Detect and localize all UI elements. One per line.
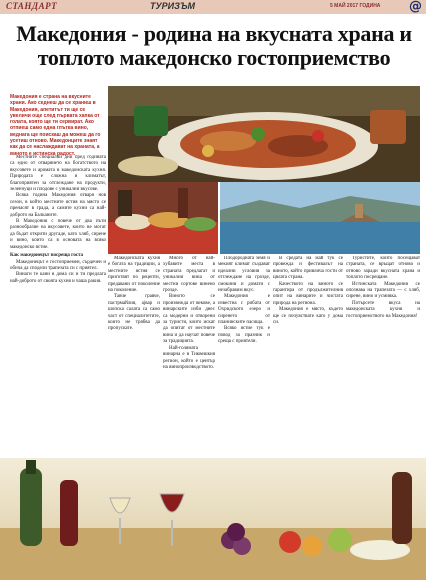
- col1-paragraph-2: Всяка година Македония отваря нов сезон, в който местните ястия на място се пренасят в града, а самите кухни са най-доброто на Балканите.: [10, 193, 106, 218]
- col1-paragraph-4: Македонецът е гостоприемен, сърдечен и обича да сподели трапезата си с приятел.: [10, 259, 106, 271]
- col5-paragraph-3: Македония е място, където ще се почувствате като у дома си.: [273, 307, 343, 326]
- column-1: [10, 155, 106, 475]
- column-6: [346, 256, 420, 456]
- article-title: Македония - родина на вкусната храна и топлото македонско гостоприемство: [16, 21, 412, 70]
- col6-paragraph-1: Туристите, които посещават страната, се връщат отново и отново заради вкусната храна и топлото посрещане.: [346, 256, 420, 281]
- col6-paragraph-3: Потърсете вкуса на македонската кухня и гостоприемството на Македония!: [346, 300, 420, 319]
- col1-paragraph-5: Винаги те кани в дома си и ти предлага най-доброто от своята кухня и чаша ракия.: [10, 272, 106, 284]
- at-logo-icon: @: [409, 0, 422, 14]
- newspaper-brand: СТАНДАРТ: [6, 1, 58, 11]
- column-2: [108, 256, 160, 456]
- header-bar: [0, 0, 426, 14]
- issue-date: 5 МАЙ 2017 ГОДИНА: [330, 3, 381, 9]
- col1-paragraph-1: Местните специални дни пред годината са едно от отварянето на богатството на вкусовете и аромата в македонската кухня. Природата е сложна и климатът, благоприятен за отглеждане на продукти, зеленчуци и плодове с уникални вкусове.: [10, 155, 106, 193]
- col6-paragraph-2: Истинската Македония се опознава на трапезата — с хляб, сирене, вино и усмивка.: [346, 281, 420, 300]
- food-plate-photo: [108, 86, 420, 182]
- column-4: [218, 256, 270, 456]
- col1-paragraph-3: В Македония с повече от два пъти разнообразие на вкусовете, които не могат да бъдат открити другаде, като хляб, сирене и вино, които са в основата на всяко македонско ястие.: [10, 219, 106, 250]
- col4-paragraph-3: Всяко ястие тук е повод за празник и среща с приятели.: [218, 326, 270, 345]
- col2-paragraph-1: Македонската кухня е богата на традиции, а местните ястия се приготвят по рецепти, предавани от поколение на поколение.: [108, 256, 160, 294]
- col5-paragraph-2: Качеството на виното се гарантира от продължителния опит на винарите и чистата природа на региона.: [273, 281, 343, 306]
- column-5: [273, 256, 343, 456]
- column-3: [163, 256, 215, 456]
- wine-fruit-photo: [0, 458, 426, 580]
- col5-paragraph-1: В средата на май тук се провежда и фестивалът на виното, който привлича гости от цялата страна.: [273, 256, 343, 281]
- buffet-table-photo: [108, 182, 218, 254]
- col1-subheading: Как македонецът посреща госта: [10, 253, 84, 259]
- lake-ohrid-photo: [220, 182, 420, 254]
- col4-paragraph-2: Македония е известна с рибата от Охридското езеро и сиренето от планинските пасища.: [218, 294, 270, 326]
- col3-paragraph-2: Виното се произвежда от векове, а винарските изби днес са модерни и отворени за туристи, които искат да опитат от местните вина и да научат повече за традицията.: [163, 294, 215, 345]
- col3-paragraph-3: Най-голямата винарна е в Тиквешкия регион, който е център на винопроизводството.: [163, 345, 215, 370]
- article-lead: Македония е страна на вкусните храни. Ако седнеш да се храниш в Македония, апетитът ти ще се увеличи още след първата хапка от голата, която ще ти сервират. Ако отпиеш само една глътка вино, веднага ще поискаш да можеш да го усетиш отново. Македонците знаят как да се наслаждават на храната, а виното е истинска радост.: [10, 94, 101, 157]
- col2-paragraph-2: Тавче гравче, пастрмайлия, ајвар и шопска салата са само част от специалитетите, които не трябва да пропускате.: [108, 294, 160, 332]
- col4-paragraph-1: Плодородната земя и мекият климат създават идеални условия за отглеждане на грозде, смокини и домати с незабравим вкус.: [218, 256, 270, 294]
- col3-paragraph-1: Много от най-хубавите места в страната предлагат и уникални вина от местни сортове винено грозде.: [163, 256, 215, 294]
- section-label: ТУРИЗЪМ: [150, 1, 196, 11]
